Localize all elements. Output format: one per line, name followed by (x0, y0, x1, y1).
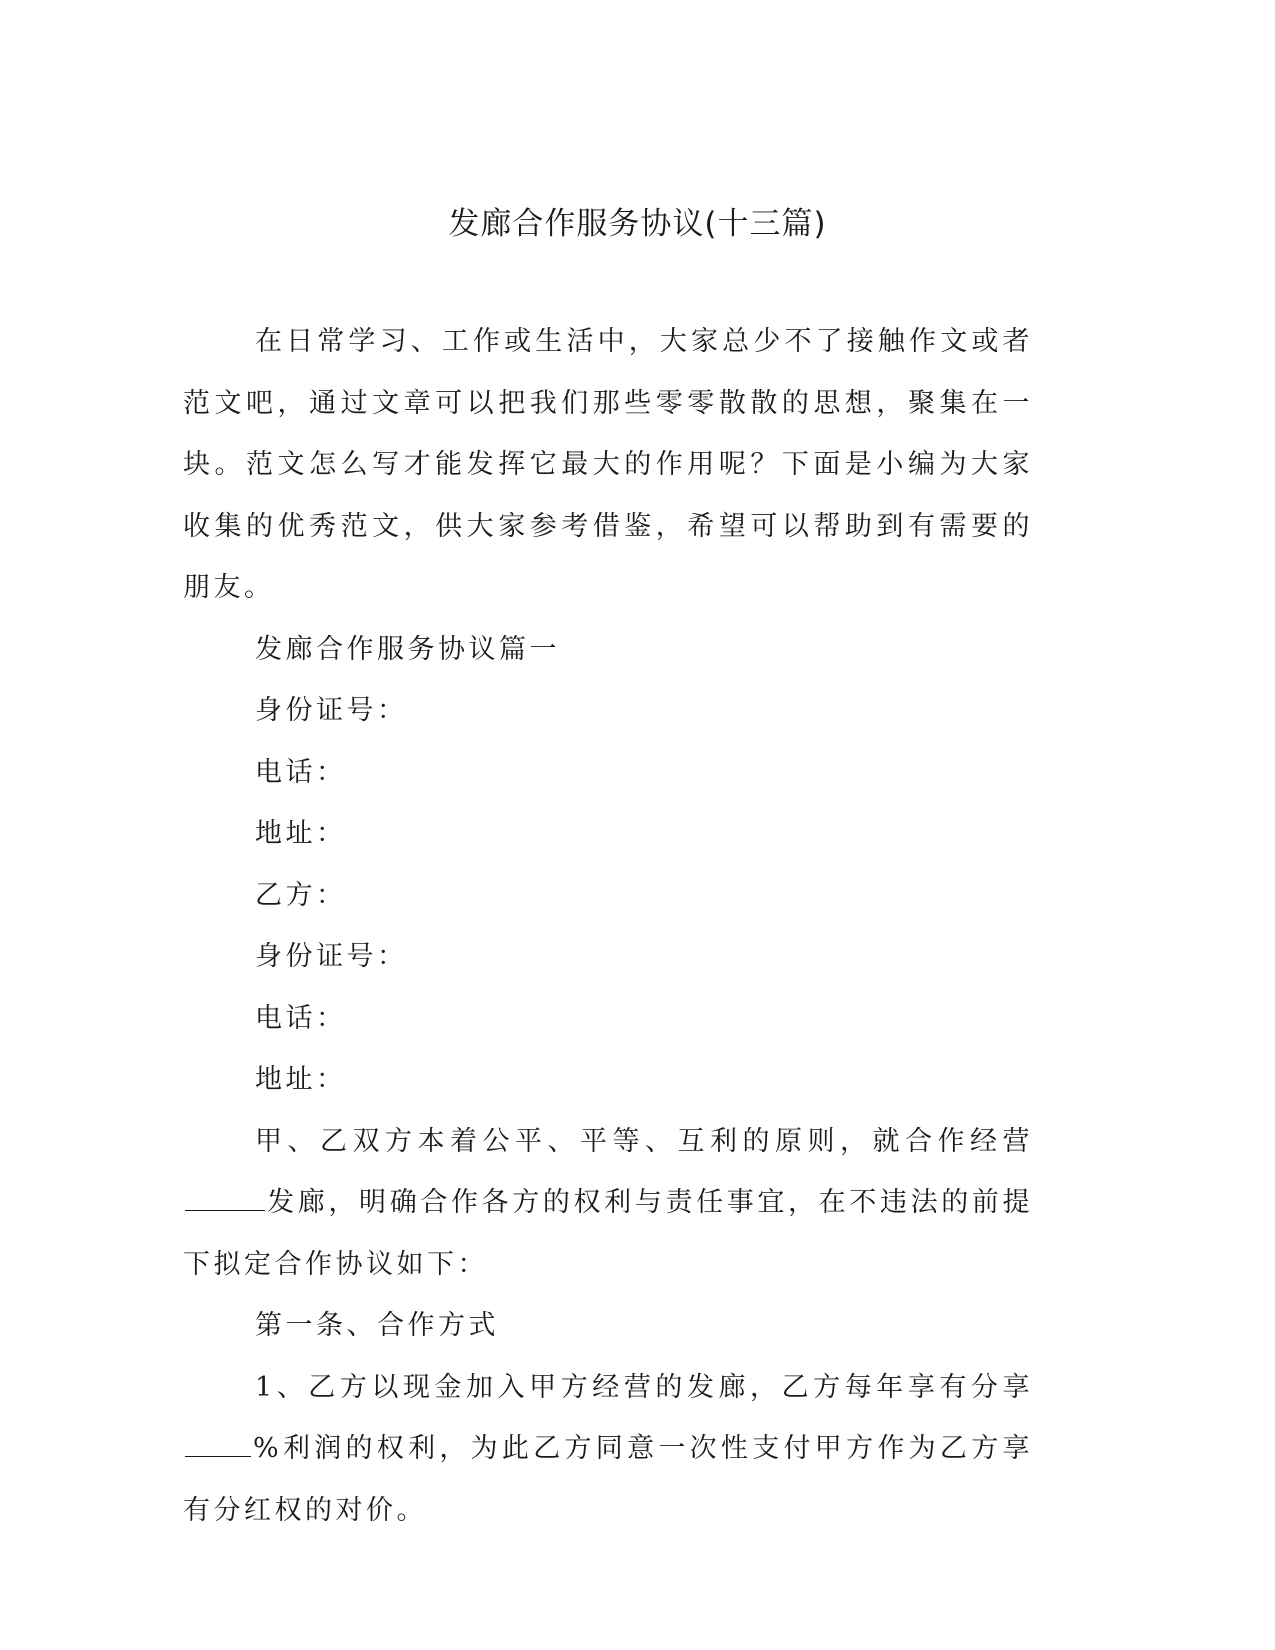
intro-paragraph: 在日常学习、工作或生活中，大家总少不了接触作文或者范文吧，通过文章可以把我们那些零零散散的思想，聚集在一块。范文怎么写才能发挥它最大的作用呢？下面是小编为大家收集的优秀范文，供大家参考借鉴，希望可以帮助到有需要的朋友。 (183, 326, 1033, 603)
field-party-b-phone: 电话： (255, 1002, 347, 1034)
clause-one-paragraph (183, 1357, 1033, 1542)
field-id-number: 身份证号： (255, 695, 408, 726)
clause-one-text-end: %利润的权利，为此乙方同意一次性支付甲方作为乙方享有分红权的对价。 (183, 1433, 1033, 1526)
purpose-text-start: 甲、乙双方本着公平、平等、互利的原则，就合作经营 (255, 1125, 1033, 1157)
article-one-heading: 第一条、合作方式 (255, 1310, 499, 1341)
clause-one-text-start: 1、乙方以现金加入甲方经营的发廊，乙方每年享有分享 (255, 1371, 1033, 1403)
document-title: 发廊合作服务协议(十三篇) (448, 206, 827, 242)
field-party-b: 乙方： (255, 879, 347, 911)
purpose-paragraph (183, 1111, 1033, 1296)
field-party-b-id-number: 身份证号： (255, 941, 408, 972)
salon-name-blank (185, 1184, 265, 1211)
purpose-text-end: 发廊，明确合作各方的权利与责任事宜，在不违法的前提下拟定合作协议如下： (183, 1187, 1033, 1280)
field-address: 地址： (255, 818, 347, 849)
field-phone: 电话： (255, 756, 347, 788)
document-body (183, 311, 1033, 1541)
profit-share-blank (185, 1430, 251, 1457)
field-party-b-address: 地址： (255, 1064, 347, 1095)
section-heading: 发廊合作服务协议篇一 (255, 633, 560, 665)
